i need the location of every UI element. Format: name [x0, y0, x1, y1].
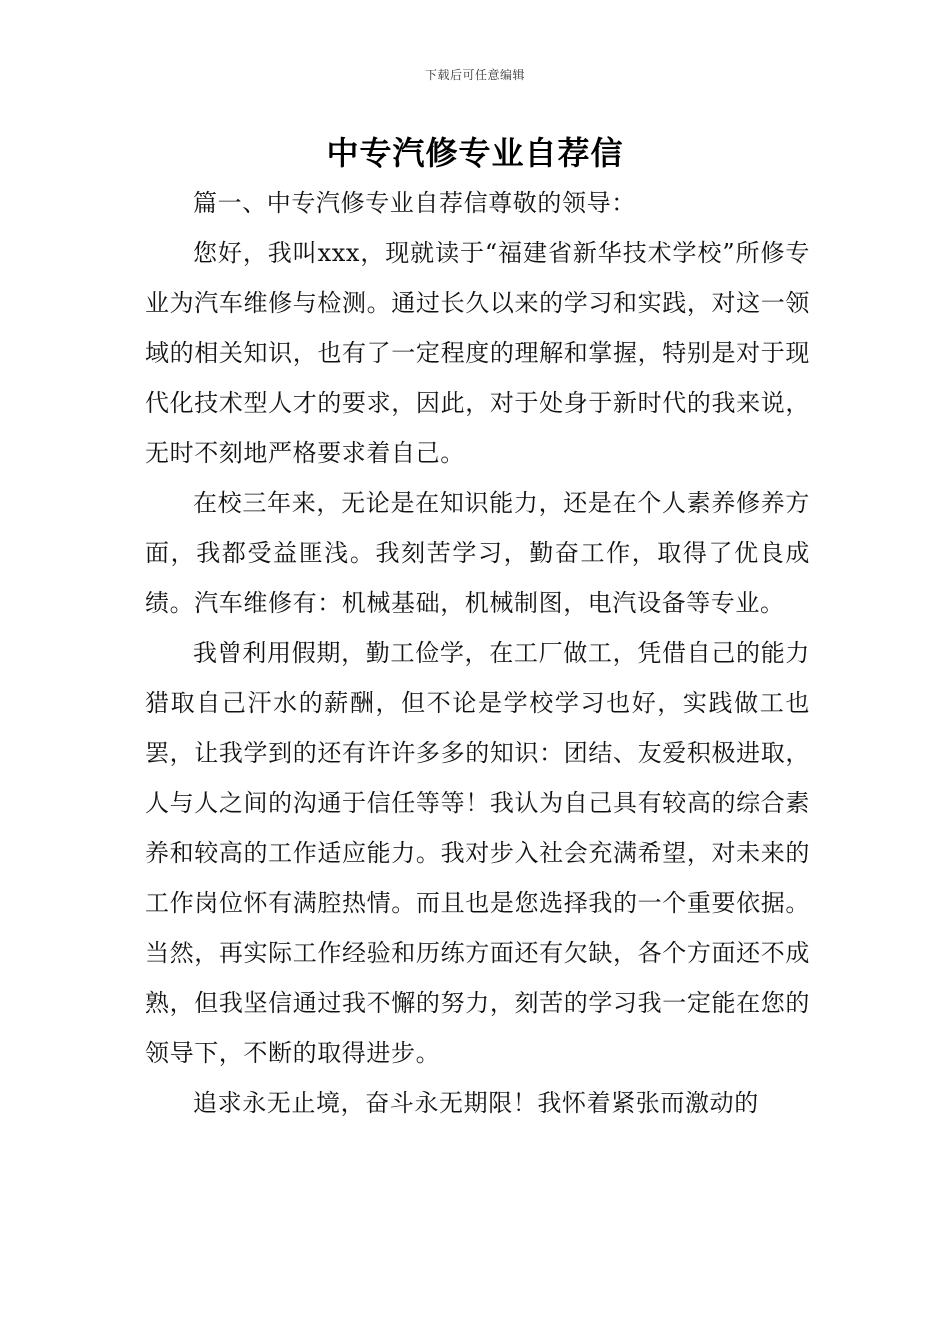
header-note: 下载后可任意编辑 [424, 68, 525, 82]
paragraph-work-experience: 我曾利用假期，勤工俭学，在工厂做工，凭借自己的能力猎取自己汗水的薪酬，但不论是学校学习也好，实践做工也罢，让我学到的还有许许多多的知识：团结、友爱积极进取，人与人之间的沟通于信任等等！我认为自己具有较高的综合素养和较高的工作适应能力。我对步入社会充满希望，对未来的工作岗位怀有满腔热情。而且也是您选择我的一个重要依据。当然，再实际工作经验和历练方面还有欠缺，各个方面还不成熟，但我坚信通过我不懈的努力，刻苦的学习我一定能在您的领导下，不断的取得进步。 [145, 639, 810, 1067]
paragraph-introduction: 您好，我叫xxx，现就读于“福建省新华技术学校”所修专业为汽车维修与检测。通过长久以来的学习和实践，对这一领域的相关知识，也有了一定程度的理解和掌握，特别是对于现代化技术型人才的要求，因此，对于处身于新时代的我来说，无时不刻地严格要求着自己。 [145, 239, 810, 467]
paragraph-closing: 追求永无止境，奋斗永无期限！我怀着紧张而激动的 [193, 1089, 759, 1117]
paragraph-salutation: 篇一、中专汽修专业自荐信尊敬的领导： [193, 189, 636, 217]
document-title: 中专汽修专业自荐信 [326, 134, 624, 172]
document-body [145, 178, 810, 1128]
paragraph-school-years: 在校三年来，无论是在知识能力，还是在个人素养修养方面，我都受益匪浅。我刻苦学习，勤奋工作，取得了优良成绩。汽车维修有：机械基础，机械制图，电汽设备等专业。 [145, 489, 810, 617]
